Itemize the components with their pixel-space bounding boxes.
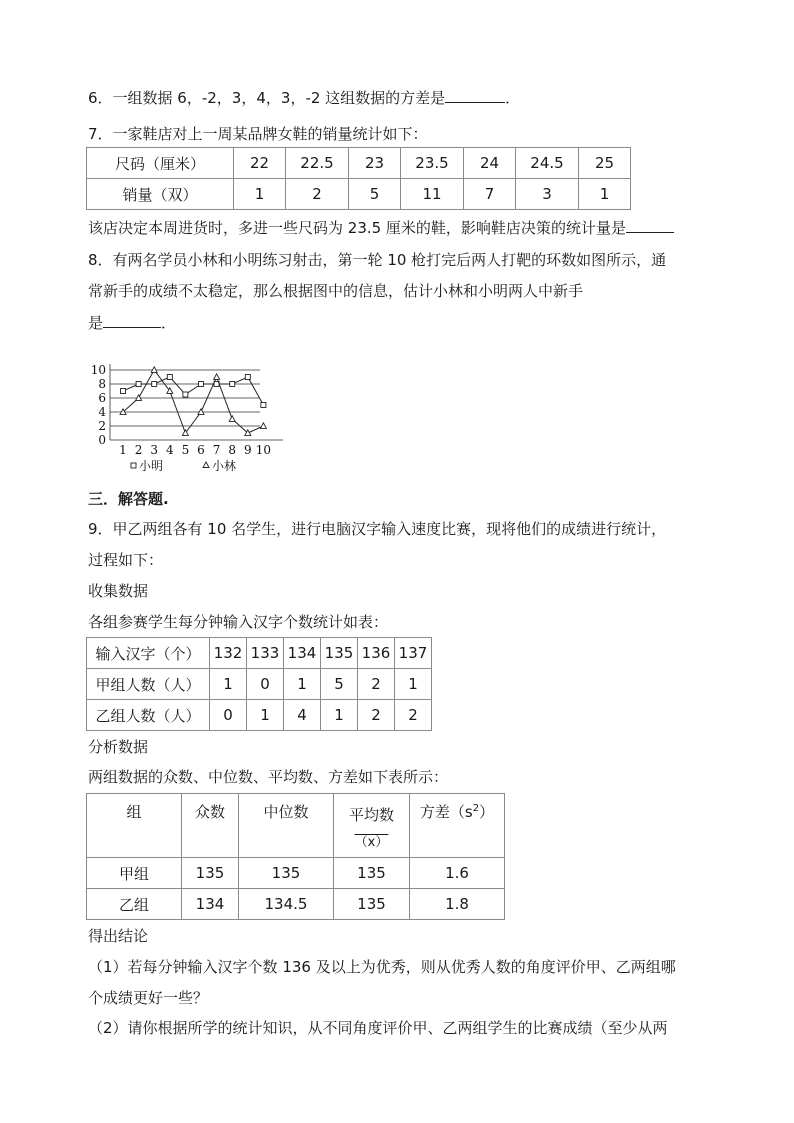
group-b-cell: 0 [210,700,247,731]
data-point-triangle [260,423,266,429]
sales-cell: 3 [516,179,579,210]
q9-part2-line1: （2）请你根据所学的统计知识，从不同角度评价甲、乙两组学生的比赛成绩（至少从两 [88,1019,668,1037]
q6-text [88,88,520,108]
size-cell: 23.5 [401,148,464,179]
sales-cell: 1 [234,179,286,210]
q9-line1: 9．甲乙两组各有 10 名学生，进行电脑汉字输入速度比赛，现将他们的成绩进行统计， [88,520,667,538]
shooting-score-chart [88,346,288,476]
group-a-cell: 1 [210,669,247,700]
x-tick-label: 8 [228,443,237,457]
input-count-table [86,637,432,731]
x-tick-label: 2 [134,443,143,457]
chart-legend [131,458,236,473]
q6-question: 6．一组数据 6，-2，3，4，3，-2 这组数据的方差是 [88,89,446,107]
data-point-square [136,382,141,387]
q8-line1: 8．有两名学员小林和小明练习射击，第一轮 10 枪打完后两人打靶的环数如图所示，通 [88,251,667,269]
group-a-label: 甲组人数（人） [87,669,210,700]
stat-head-mean [334,794,410,858]
stat-head-variance [410,794,505,858]
table1-head-cell: 136 [358,638,395,669]
stat-row-mean: 135 [334,889,410,920]
stat-head-mean-label: 平均数 [348,806,394,824]
size-cell: 24.5 [516,148,579,179]
x-tick-label: 6 [197,443,205,457]
x-tick-label: 3 [150,443,159,457]
size-label: 尺码（厘米） [87,148,234,179]
data-point-square [152,382,157,387]
shoe-sales-table [86,147,631,210]
collect-heading: 收集数据 [88,582,149,600]
table1-head-cell: 133 [247,638,284,669]
data-point-square [245,375,250,380]
group-b-cell: 2 [395,700,432,731]
stat-row-group: 乙组 [87,889,182,920]
q8-line3-end: ． [161,314,177,332]
chart-grid [110,370,260,426]
data-point-triangle [229,416,235,422]
y-tick-label: 0 [98,433,106,447]
y-tick-label: 10 [90,363,106,377]
statistics-table [86,793,505,920]
group-a-cell: 0 [247,669,284,700]
conclude-heading: 得出结论 [88,927,149,945]
q9-line2: 过程如下： [88,551,164,569]
x-tick-label: 5 [181,443,190,457]
data-point-triangle [151,367,157,373]
group-a-cell: 1 [284,669,321,700]
chart-x-ticks [119,443,271,457]
table1-head-cell: 135 [321,638,358,669]
chart-y-ticks [91,363,107,447]
legend-marker-triangle [203,462,209,468]
group-b-cell: 4 [284,700,321,731]
variance-label: 方差（s [419,803,473,821]
q8-line3 [88,313,176,333]
legend-label: 小林 [212,459,237,473]
table1-head-cell: 132 [210,638,247,669]
stat-head-median: 中位数 [239,794,334,858]
table1-head-cell: 137 [395,638,432,669]
sales-cell: 7 [464,179,516,210]
size-cell: 22 [234,148,286,179]
stat-row-median: 134.5 [239,889,334,920]
size-cell: 23 [349,148,401,179]
stat-row-group: 甲组 [87,858,182,889]
x-tick-label: 10 [255,443,272,457]
stat-row-median: 135 [239,858,334,889]
size-cell: 25 [579,148,631,179]
stat-head-mode: 众数 [182,794,239,858]
sales-cell: 1 [579,179,631,210]
sales-cell: 5 [349,179,401,210]
data-point-square [261,403,266,408]
q8-line2: 常新手的成绩不太稳定，那么根据图中的信息，估计小林和小明两人中新手 [88,282,584,300]
q9-part1-line2: 个成绩更好一些？ [88,989,209,1007]
stat-row-mean: 135 [334,858,410,889]
x-tick-label: 4 [165,443,174,457]
sales-cell: 11 [401,179,464,210]
group-a-cell: 1 [395,669,432,700]
stat-head-mean-symbol: （x） [354,835,389,850]
data-point-triangle [214,374,220,380]
q7-question-line [88,218,674,238]
x-tick-label: 1 [119,443,127,457]
table2-intro: 两组数据的众数、中位数、平均数、方差如下表所示： [88,768,449,786]
q8-line3-start: 是 [88,314,104,332]
table1-head-label: 输入汉字（个） [87,638,210,669]
data-point-square [199,382,204,387]
series-line-square [123,377,263,405]
chart-series [120,367,266,436]
y-tick-label: 8 [98,377,106,391]
q8-answer-blank[interactable] [103,313,161,328]
table1-head-cell: 134 [284,638,321,669]
group-b-label: 乙组人数（人） [87,700,210,731]
variance-sup: 2 [472,803,480,814]
stat-head-group: 组 [87,794,182,858]
q7-answer-blank[interactable] [626,218,674,233]
stat-row-mode: 135 [182,858,239,889]
section-title: 三．解答题. [88,490,169,508]
group-b-cell: 1 [321,700,358,731]
variance-label-end: ） [479,803,495,821]
y-tick-label: 6 [98,391,106,405]
q6-end: ． [505,89,521,107]
data-point-square [230,382,235,387]
stat-row-variance: 1.6 [410,858,505,889]
data-point-square [167,375,172,380]
group-b-cell: 2 [358,700,395,731]
q7-intro: 7．一家鞋店对上一周某品牌女鞋的销量统计如下： [88,125,428,143]
x-tick-label: 7 [212,443,221,457]
data-point-square [183,392,188,397]
sales-cell: 2 [286,179,349,210]
data-point-square [121,389,126,394]
stat-row-variance: 1.8 [410,889,505,920]
group-a-cell: 5 [321,669,358,700]
data-point-triangle [198,409,204,415]
stat-row-mode: 134 [182,889,239,920]
size-cell: 22.5 [286,148,349,179]
group-b-cell: 1 [247,700,284,731]
q6-answer-blank[interactable] [445,88,505,103]
legend-marker-square [131,463,136,468]
q9-part1-line1: （1）若每分钟输入汉字个数 136 及以上为优秀，则从优秀人数的角度评价甲、乙两组哪 [88,958,676,976]
q7-question: 该店决定本周进货时，多进一些尺码为 23.5 厘米的鞋，影响鞋店决策的统计量是 [88,219,626,237]
table1-intro: 各组参赛学生每分钟输入汉字个数统计如表： [88,613,389,631]
size-cell: 24 [464,148,516,179]
y-tick-label: 2 [98,419,106,433]
analyze-heading: 分析数据 [88,738,149,756]
data-point-triangle [136,395,142,401]
group-a-cell: 2 [358,669,395,700]
y-tick-label: 4 [98,405,106,419]
sales-label: 销量（双） [87,179,234,210]
x-tick-label: 9 [243,443,252,457]
legend-label: 小明 [139,459,164,473]
